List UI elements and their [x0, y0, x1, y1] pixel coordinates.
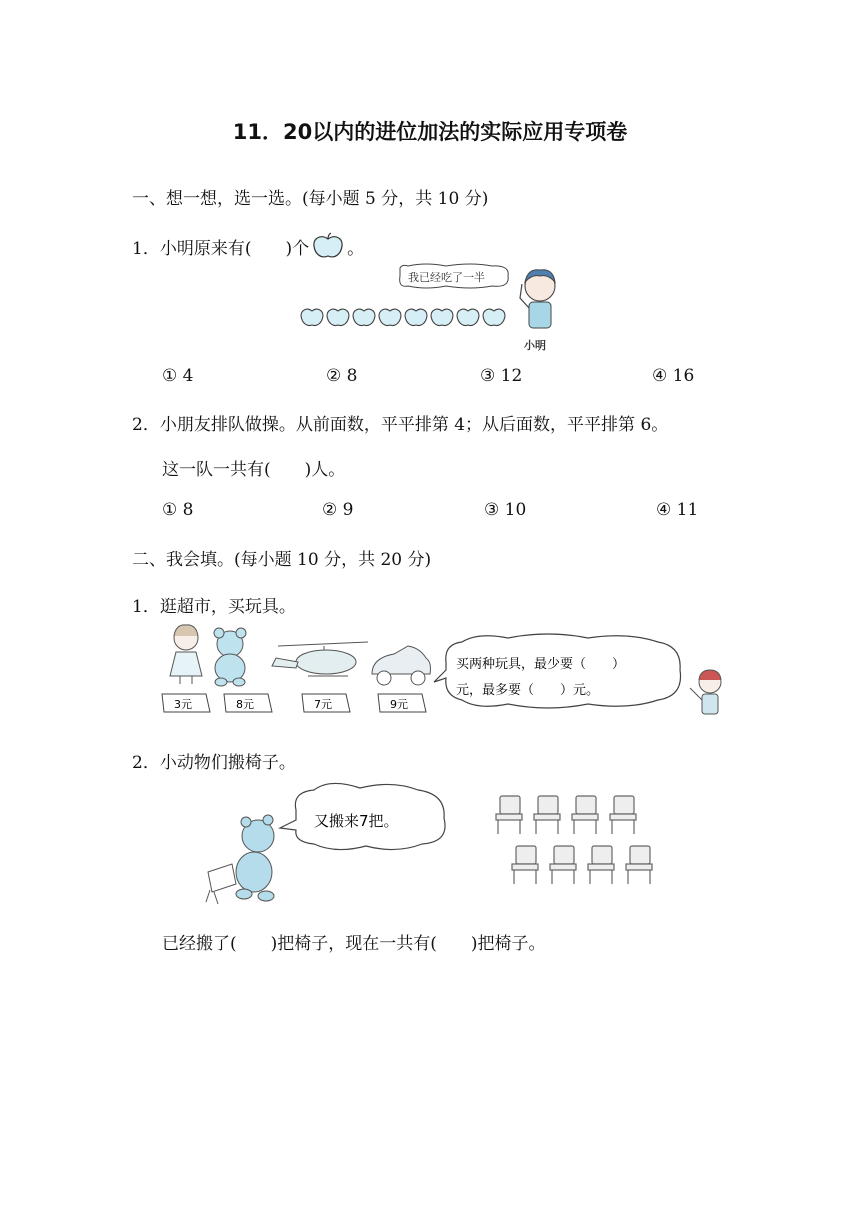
- apple-row: [301, 309, 505, 325]
- girl-icon: [690, 670, 721, 714]
- q2-option-4[interactable]: ④ 11: [656, 500, 699, 520]
- q1-text-after: 。: [347, 239, 365, 259]
- page-title: 11．20以内的进位加法的实际应用专项卷: [232, 120, 628, 144]
- q1-speech: 我已经吃了一半: [408, 271, 485, 284]
- xiaoming-label: 小明: [524, 339, 546, 352]
- price-tag-bear: 8元: [236, 698, 254, 711]
- q1-text: [132, 232, 364, 265]
- helicopter-icon: [272, 642, 368, 676]
- teddy-bear-icon: [214, 628, 246, 686]
- q2-line2: 这一队一共有( )人。: [162, 460, 346, 480]
- chairs-group: [496, 796, 652, 884]
- apple-icon: [311, 232, 345, 265]
- price-tag-doll: 3元: [174, 698, 192, 711]
- bear-carrying-chair-icon: [206, 815, 274, 904]
- section2-heading: 二、我会填。(每小题 10 分，共 20 分): [132, 550, 432, 570]
- bear-speech: 又搬来7把。: [314, 812, 399, 830]
- price-tag-car: 9元: [390, 698, 408, 711]
- q2-option-2[interactable]: ② 9: [322, 500, 354, 520]
- toy-car-icon: [372, 646, 431, 685]
- boy-icon: [520, 270, 555, 328]
- s2-q2-text: 2．小动物们搬椅子。: [132, 753, 296, 773]
- price-tag-helicopter: 7元: [314, 698, 332, 711]
- bubble-line2: 元，最多要（ ）元。: [456, 683, 600, 698]
- q1-option-1[interactable]: ① 4: [162, 366, 194, 386]
- toys-illustration: [158, 622, 733, 722]
- q1-option-4[interactable]: ④ 16: [652, 366, 695, 386]
- q2-option-3[interactable]: ③ 10: [484, 500, 527, 520]
- section1-heading: 一、想一想，选一选。(每小题 5 分，共 10 分): [132, 189, 489, 209]
- s2-q1-text: 1．逛超市，买玩具。: [132, 597, 296, 617]
- doll-icon: [170, 625, 202, 684]
- s2-q2-answer-line: 已经搬了( )把椅子，现在一共有( )把椅子。: [162, 934, 546, 954]
- bubble-line1: 买两种玩具，最少要（ ）: [456, 657, 626, 672]
- q2-line1: 2．小朋友排队做操。从前面数，平平排第 4；从后面数，平平排第 6。: [132, 415, 669, 435]
- q1-option-3[interactable]: ③ 12: [480, 366, 523, 386]
- chairs-illustration: [196, 780, 666, 910]
- q2-option-1[interactable]: ① 8: [162, 500, 194, 520]
- apples-illustration: [296, 262, 566, 356]
- q1-text-before: 1．小明原来有( )个: [132, 239, 310, 259]
- q1-option-2[interactable]: ② 8: [326, 366, 358, 386]
